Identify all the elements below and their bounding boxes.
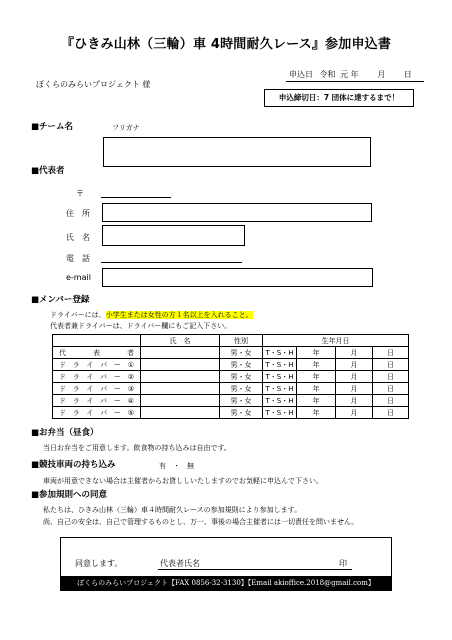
member-month[interactable]: 月 bbox=[336, 395, 373, 407]
member-name-cell[interactable] bbox=[141, 407, 220, 419]
email-field[interactable] bbox=[102, 268, 373, 287]
member-name-cell[interactable] bbox=[141, 359, 220, 371]
member-year[interactable]: 年 bbox=[297, 347, 336, 359]
members-note-2: 代表者兼ドライバーは、ドライバー欄にもご記入下さい。 bbox=[50, 322, 232, 330]
table-row bbox=[53, 347, 409, 359]
members-note-1-prefix: ドライバーには、 bbox=[50, 311, 106, 319]
year-value: 元 bbox=[340, 70, 349, 79]
deadline-box: 申込締切日：7 団体に達するまで！ bbox=[264, 89, 414, 107]
member-name-cell[interactable] bbox=[141, 395, 220, 407]
address-field[interactable] bbox=[102, 203, 372, 222]
signature-field[interactable] bbox=[158, 569, 352, 570]
vehicle-options[interactable]: 有 ・ 無 bbox=[159, 462, 194, 470]
member-sex[interactable]: 男・女 bbox=[220, 371, 263, 383]
postal-label: 〒 bbox=[76, 189, 84, 198]
application-date-underline bbox=[286, 81, 424, 82]
member-year[interactable]: 年 bbox=[297, 407, 336, 419]
members-col-birthdate: 生年月日 bbox=[263, 335, 409, 347]
recipient: ぼくらのみらいプロジェクト 様 bbox=[36, 80, 151, 89]
name-label: 氏 名 bbox=[66, 233, 90, 242]
members-col-name: 氏 名 bbox=[141, 335, 220, 347]
member-sex[interactable]: 男・女 bbox=[220, 407, 263, 419]
postal-field[interactable] bbox=[101, 197, 171, 198]
address-label: 住 所 bbox=[66, 209, 90, 218]
page-title: 『ひきみ山林（三輪）車 4時間耐久レース』参加申込書 bbox=[60, 37, 392, 52]
representative-name-label: 代表者氏名 bbox=[160, 559, 200, 568]
member-sex[interactable]: 男・女 bbox=[220, 347, 263, 359]
member-day[interactable]: 日 bbox=[373, 407, 409, 419]
table-row bbox=[53, 383, 409, 395]
member-name-cell[interactable] bbox=[141, 383, 220, 395]
members-col-role bbox=[53, 335, 141, 347]
member-era[interactable]: T・S・H bbox=[263, 383, 297, 395]
member-era[interactable]: T・S・H bbox=[263, 395, 297, 407]
application-date bbox=[289, 70, 412, 80]
members-table bbox=[52, 334, 409, 419]
members-col-sex: 性別 bbox=[220, 335, 263, 347]
members-note-1-highlight: 小学生または女性の方１名以上を入れること。 bbox=[105, 311, 253, 319]
vehicle-text: 車両が用意できない場合は主催者からお貸ししいたしますのでお気軽に申込んで下さい。 bbox=[43, 477, 323, 485]
member-year[interactable]: 年 bbox=[297, 359, 336, 371]
member-day[interactable]: 日 bbox=[373, 395, 409, 407]
agreement-text-1: 私たちは、ひきみ山林（三輪）車４時間耐久レースの参加規則により参加します。 bbox=[43, 506, 302, 514]
agreement-text-2: 尚、自己の安全は、自己で管理するものとし、万一、事後の場合主催者には一切責任を問いません。 bbox=[43, 518, 359, 526]
member-role: 代表者 bbox=[53, 347, 141, 359]
agree-label: 同意します。 bbox=[75, 559, 123, 568]
era-label: 令和 bbox=[319, 70, 336, 79]
member-year[interactable]: 年 bbox=[297, 383, 336, 395]
member-role: ドライバー① bbox=[53, 359, 141, 371]
member-year[interactable]: 年 bbox=[297, 395, 336, 407]
member-name-cell[interactable] bbox=[141, 371, 220, 383]
application-date-label: 申込日 bbox=[289, 70, 313, 79]
member-sex[interactable]: 男・女 bbox=[220, 383, 263, 395]
member-sex[interactable]: 男・女 bbox=[220, 359, 263, 371]
furigana-label: フリガナ bbox=[112, 124, 140, 132]
representative-heading: ■代表者 bbox=[31, 166, 65, 176]
agreement-heading: ■参加規則への同意 bbox=[31, 490, 108, 500]
member-day[interactable]: 日 bbox=[373, 359, 409, 371]
member-month[interactable]: 月 bbox=[336, 371, 373, 383]
lunch-heading: ■お弁当（昼食） bbox=[31, 428, 99, 438]
phone-field[interactable] bbox=[101, 262, 242, 263]
table-row bbox=[53, 359, 409, 371]
email-label: e-mail bbox=[66, 273, 91, 282]
team-name-field[interactable] bbox=[103, 137, 371, 167]
member-day[interactable]: 日 bbox=[373, 383, 409, 395]
member-era[interactable]: T・S・H bbox=[263, 371, 297, 383]
vehicle-heading: ■競技車両の持ち込み bbox=[31, 460, 116, 470]
agreement-box bbox=[60, 537, 392, 576]
year-unit: 年 bbox=[350, 70, 359, 79]
member-month[interactable]: 月 bbox=[336, 347, 373, 359]
footer-contact: ぼくらのみらいプロジェクト【FAX 0856-32-3130】【Email akioffice.2018@gmail.com】 bbox=[60, 576, 392, 591]
phone-label: 電 話 bbox=[66, 254, 90, 263]
team-heading: ■チーム名 bbox=[31, 122, 74, 132]
member-year[interactable]: 年 bbox=[297, 371, 336, 383]
members-heading: ■メンバー登録 bbox=[31, 295, 90, 305]
member-era[interactable]: T・S・H bbox=[263, 347, 297, 359]
table-row bbox=[53, 371, 409, 383]
member-day[interactable]: 日 bbox=[373, 347, 409, 359]
member-era[interactable]: T・S・H bbox=[263, 359, 297, 371]
member-day[interactable]: 日 bbox=[373, 371, 409, 383]
member-role: ドライバー② bbox=[53, 371, 141, 383]
member-month[interactable]: 月 bbox=[336, 383, 373, 395]
name-field[interactable] bbox=[102, 225, 245, 246]
seal-label: 印 bbox=[339, 559, 347, 568]
member-name-cell[interactable] bbox=[141, 347, 220, 359]
member-era[interactable]: T・S・H bbox=[263, 407, 297, 419]
member-role: ドライバー④ bbox=[53, 395, 141, 407]
lunch-text: 当日お弁当をご用意します。飲食物の持ち込みは自由です。 bbox=[43, 444, 231, 452]
day-unit: 日 bbox=[403, 70, 412, 79]
member-sex[interactable]: 男・女 bbox=[220, 395, 263, 407]
members-table-header bbox=[53, 335, 409, 347]
member-month[interactable]: 月 bbox=[336, 359, 373, 371]
member-role: ドライバー③ bbox=[53, 383, 141, 395]
table-row bbox=[53, 407, 409, 419]
table-row bbox=[53, 395, 409, 407]
members-note-1 bbox=[50, 311, 253, 320]
month-unit: 月 bbox=[377, 70, 386, 79]
member-role: ドライバー⑤ bbox=[53, 407, 141, 419]
member-month[interactable]: 月 bbox=[336, 407, 373, 419]
